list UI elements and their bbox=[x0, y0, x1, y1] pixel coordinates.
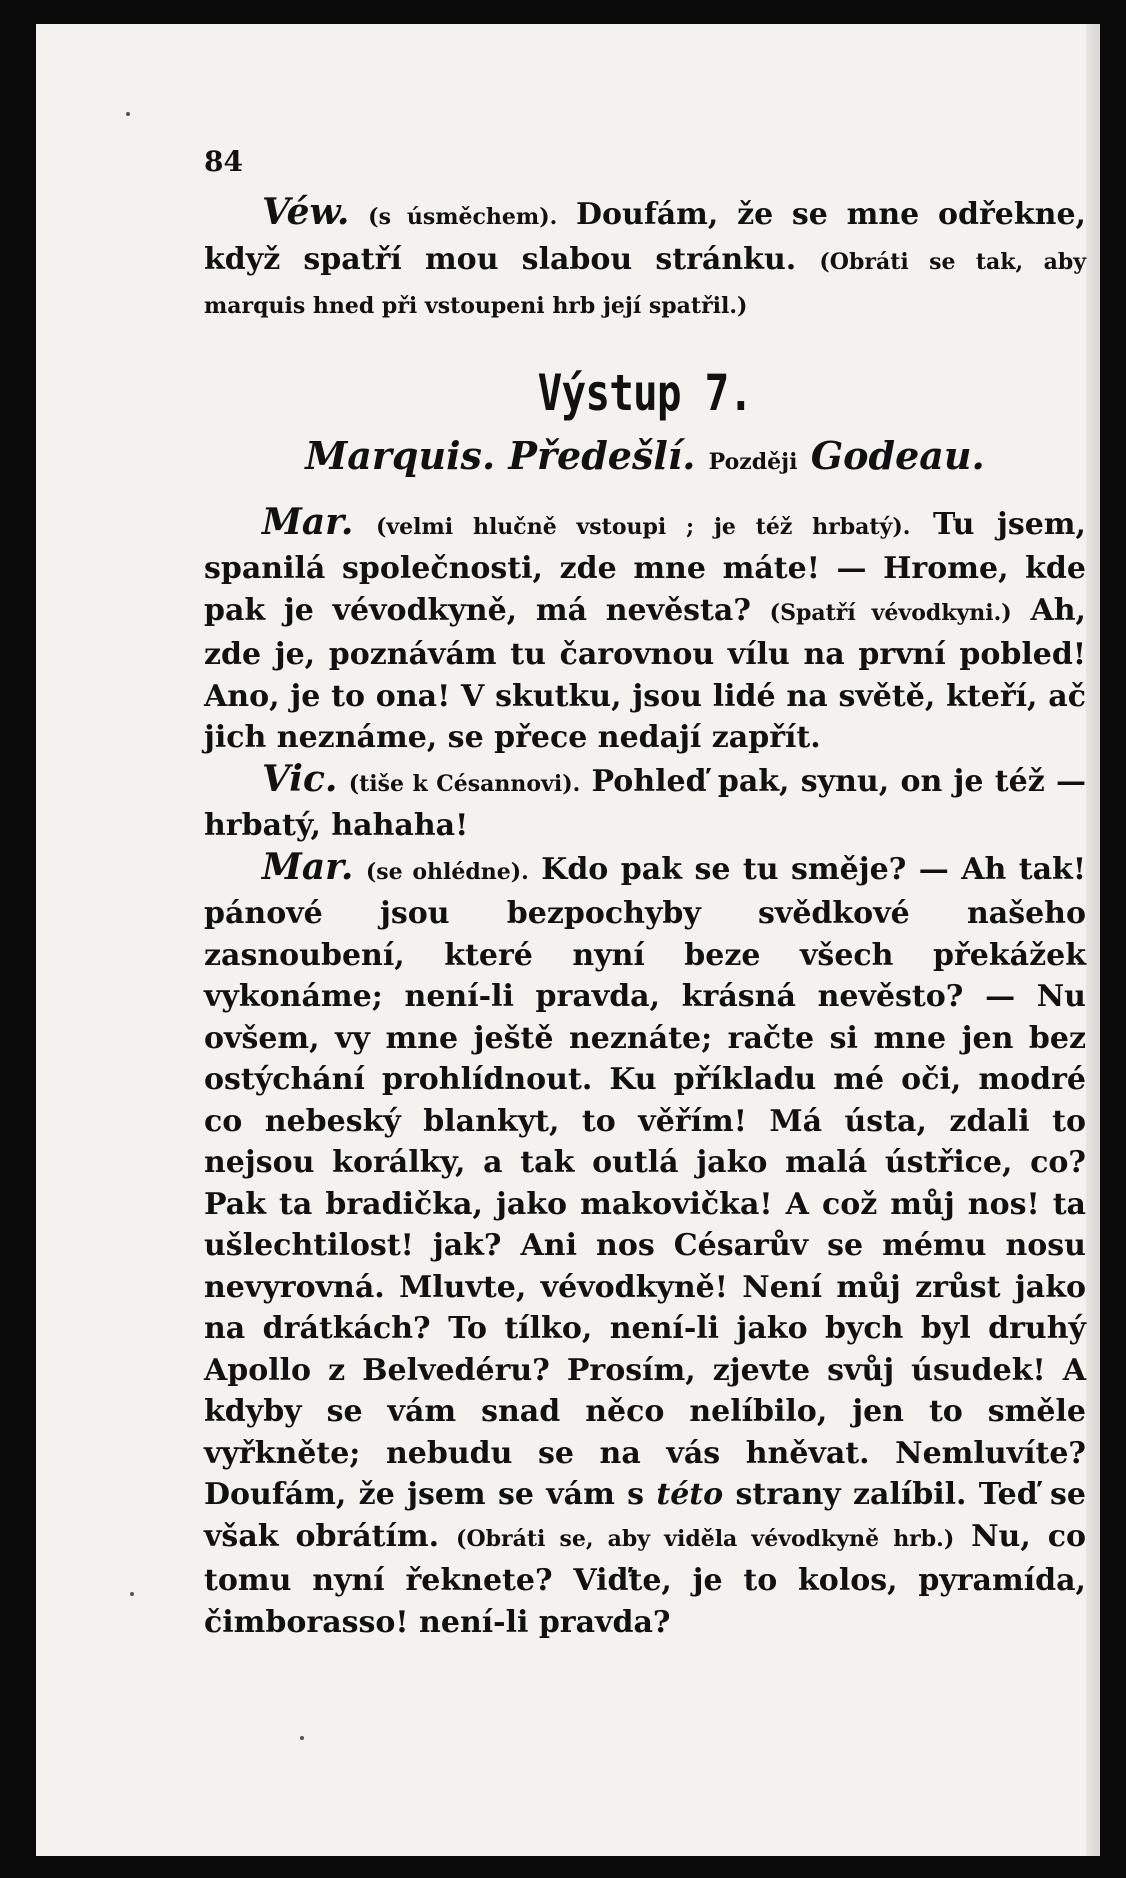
page-text bbox=[204, 142, 1086, 1643]
dialogue-text: Kdo pak se tu směje? — Ah tak! pánové jsou bezpochyby svědkové našeho zasnoubení, které nyní beze všech překážek vykonáme; není-li pravda, krásná nevěsto? — Nu ovšem, vy mne ještě neznáte; račte si mne jen bez ostýchání prohlídnout. Ku příkladu mé oči, modré co nebeský blankyt, to věřím! Má ústa, zdali to nejsou korálky, a tak outlá jako malá ústřice, co? Pak ta bradička, jako makovička! A což můj nos! ta ušlechtilost! jak? Ani nos Césarův se mému nosu nevyrovná. Mluvte, vévodkyně! Není můj zrůst jako na drátkách? To tílko, není-li jako bych byl druhý Apollo z Belvedéru? Prosím, zjevte svůj úsudek! A kdyby se vám snad něco nelíbilo, jen to směle vyřkněte; nebudu se na vás hněvat. Nemluvíte? Doufám, že jsem se vám s bbox=[204, 851, 1086, 1512]
dialogue-paragraph-2 bbox=[204, 502, 1086, 759]
dialogue-text: Pohleď pak, synu, on je též — hrbatý, hahaha! bbox=[204, 763, 1086, 843]
stage-direction: (s úsměchem). bbox=[368, 204, 558, 230]
dialogue-text: Doufám, že se mne odřekne, když spatří mou slabou stránku. bbox=[204, 197, 1086, 277]
cast-note: Později bbox=[708, 448, 798, 475]
book-page bbox=[36, 24, 1100, 1856]
emphasized-word: této bbox=[656, 1477, 724, 1512]
dialogue-paragraph-4 bbox=[204, 847, 1086, 1644]
cast-name: Marquis. bbox=[305, 432, 496, 478]
stage-direction: (se ohlédne). bbox=[365, 858, 529, 885]
scene-title: Výstup 7. bbox=[537, 363, 753, 422]
dust-speck bbox=[126, 112, 130, 116]
speaker-name: Véw. bbox=[262, 191, 350, 233]
stage-direction: (velmi hlučně vstoupi ; je též hrbatý). bbox=[375, 513, 911, 540]
speaker-name: Mar. bbox=[262, 845, 354, 888]
dialogue-text: Tu jsem, spanilá společnosti, zde mne máte! — Hrome, kde pak je vévodkyně, má nevěsta? bbox=[204, 506, 1086, 628]
dialogue-paragraph-3 bbox=[204, 759, 1086, 847]
scene-cast bbox=[204, 430, 1086, 488]
dust-speck bbox=[300, 1736, 304, 1740]
dialogue-text: Nu, co tomu nyní řeknete? Viďte, je to kolos, pyramída, čimborasso! není-li pravda? bbox=[204, 1518, 1087, 1640]
stage-direction: (Spatří vévodkyni.) bbox=[769, 599, 1012, 626]
stage-direction: (tiše k Césannovi). bbox=[348, 770, 581, 797]
dialogue-text: strany zalíbil. Teď se však obrátím. bbox=[204, 1477, 1086, 1554]
dialogue-paragraph-1 bbox=[204, 192, 1086, 328]
stage-direction: (Obráti se, aby viděla vévodkyně hrb.) bbox=[456, 1525, 955, 1552]
stage-direction: (Obráti se tak, aby marquis hned při vstoupeni hrb její spatřil.) bbox=[204, 248, 1086, 319]
scan-edge bbox=[1086, 24, 1100, 1856]
dust-speck bbox=[130, 1592, 134, 1596]
speaker-name: Vic. bbox=[262, 757, 338, 800]
cast-name: Předešlí. bbox=[508, 432, 696, 478]
dialogue-text: Ah, zde je, poznávám tu čarovnou vílu na první pobled! Ano, je to ona! V skutku, jsou lidé na světě, kteří, ač jich neznáme, se přece nedají zapřít. bbox=[204, 592, 1086, 755]
speaker-name: Mar. bbox=[262, 500, 354, 543]
cast-name: Godeau. bbox=[810, 432, 985, 478]
page-number: 84 bbox=[204, 145, 243, 178]
